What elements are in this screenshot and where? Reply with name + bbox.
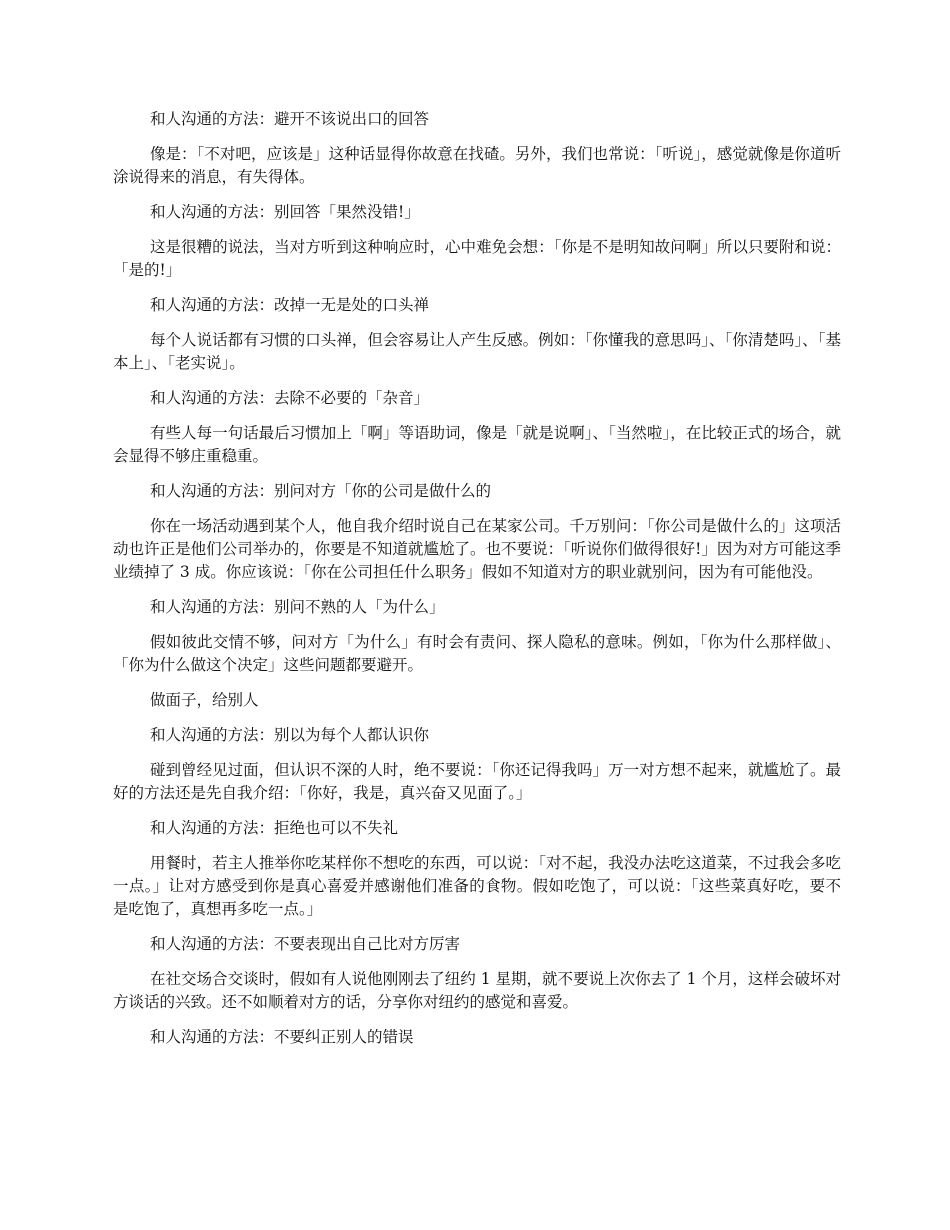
body-paragraph: 这是很糟的说法，当对方听到这种响应时，心中难免会想：「你是不是明知故问啊」所以只要附和说：「是的!」 xyxy=(113,238,841,279)
section-heading: 和人沟通的方法：不要表现出自己比对方厉害 xyxy=(150,935,461,953)
body-paragraph: 像是：「不对吧，应该是」这种话显得你故意在找碴。另外，我们也常说：「听说」，感觉就像是你道听涂说得来的消息，有失得体。 xyxy=(113,145,841,186)
section-heading: 做面子，给别人 xyxy=(150,691,259,709)
section-heading: 和人沟通的方法：避开不该说出口的回答 xyxy=(150,110,430,128)
section-heading: 和人沟通的方法：别回答「果然没错!」 xyxy=(150,203,420,221)
section-heading: 和人沟通的方法：拒绝也可以不失礼 xyxy=(150,819,399,837)
section-heading: 和人沟通的方法：去除不必要的「杂音」 xyxy=(150,389,430,407)
section-heading: 和人沟通的方法：改掉一无是处的口头禅 xyxy=(150,296,430,314)
section-heading: 和人沟通的方法：别问对方「你的公司是做什么的 xyxy=(150,482,492,500)
body-paragraph: 碰到曾经见过面，但认识不深的人时，绝不要说：「你还记得我吗」万一对方想不起来，就尴尬了。最好的方法还是先自我介绍：「你好，我是，真兴奋又见面了。」 xyxy=(113,761,841,802)
section-heading: 和人沟通的方法：别以为每个人都认识你 xyxy=(150,726,430,744)
body-paragraph: 每个人说话都有习惯的口头禅，但会容易让人产生反感。例如：「你懂我的意思吗」、「你清楚吗」、「基本上」、「老实说」。 xyxy=(113,331,841,372)
body-paragraph: 有些人每一句话最后习惯加上「啊」等语助词，像是「就是说啊」、「当然啦」，在比较正式的场合，就会显得不够庄重稳重。 xyxy=(113,424,841,465)
body-paragraph: 用餐时，若主人推举你吃某样你不想吃的东西，可以说：「对不起，我没办法吃这道菜，不过我会多吃一点。」让对方感受到你是真心喜爱并感谢他们准备的食物。假如吃饱了，可以说：「这些菜真好吃，要不是吃饱了，真想再多吃一点。」 xyxy=(113,854,841,918)
section-heading: 和人沟通的方法：别问不熟的人「为什么」 xyxy=(150,598,445,616)
body-paragraph: 在社交场合交谈时，假如有人说他刚刚去了纽约 1 星期，就不要说上次你去了 1 个月，这样会破坏对方谈话的兴致。还不如顺着对方的话，分享你对纽约的感觉和喜爱。 xyxy=(113,970,841,1011)
document-page xyxy=(113,108,841,1061)
body-paragraph: 你在一场活动遇到某个人，他自我介绍时说自己在某家公司。千万别问：「你公司是做什么的」这项活动也许正是他们公司举办的，你要是不知道就尴尬了。也不要说：「听说你们做得很好!」因为对方可能这季业绩掉了 3 成。你应该说：「你在公司担任什么职务」假如不知道对方的职业就别问，因为有可能他没。 xyxy=(113,517,841,581)
section-heading: 和人沟通的方法：不要纠正别人的错误 xyxy=(150,1028,414,1046)
body-paragraph: 假如彼此交情不够，问对方「为什么」有时会有责问、探人隐私的意味。例如，「你为什么那样做」、「你为什么做这个决定」这些问题都要避开。 xyxy=(113,633,841,674)
